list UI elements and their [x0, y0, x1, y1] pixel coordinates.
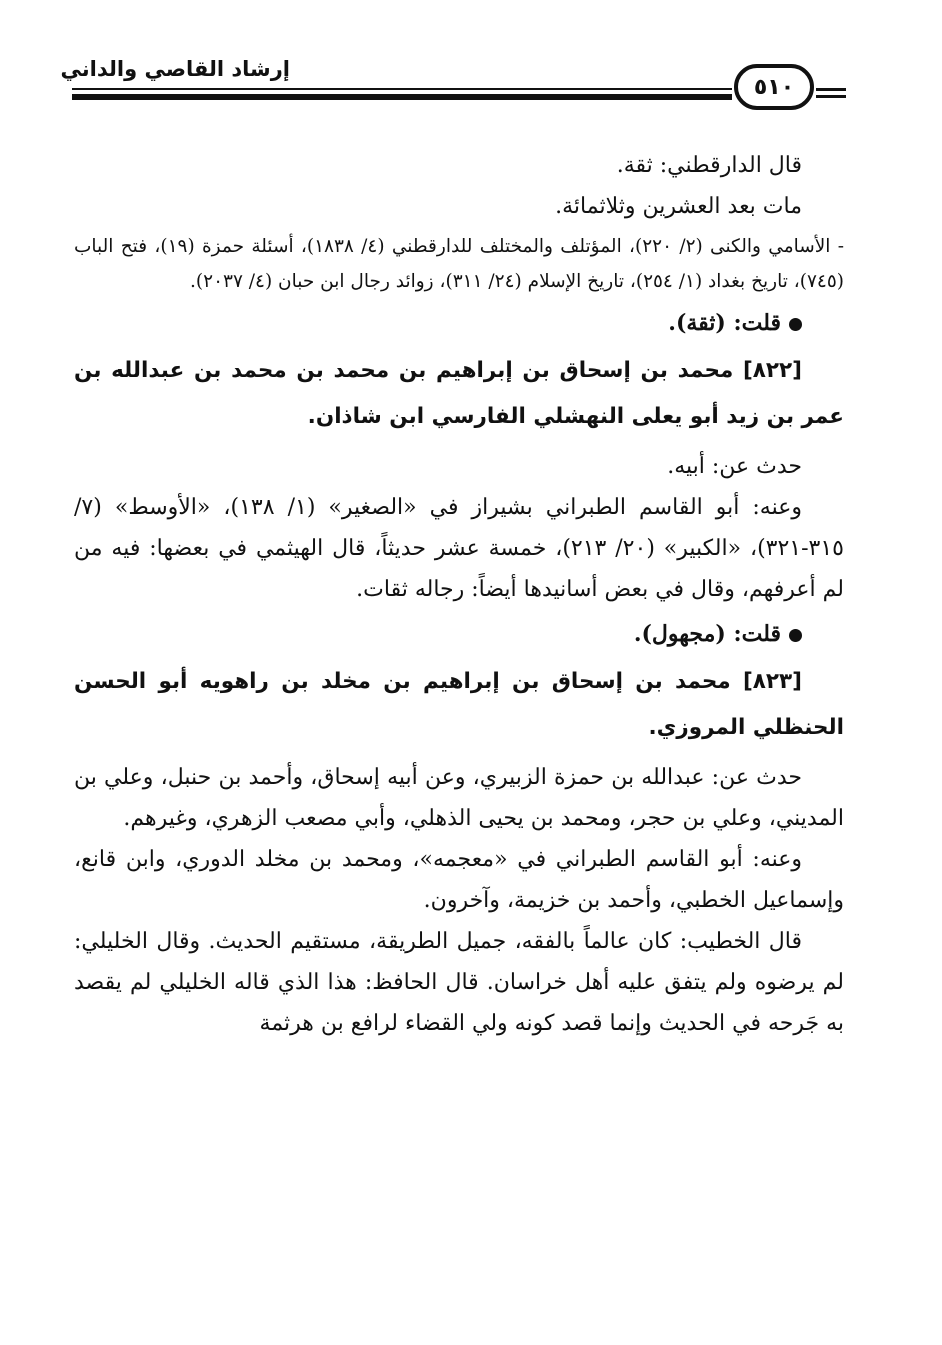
paragraph-death: مات بعد العشرين وثلاثمائة.	[555, 194, 802, 219]
paragraph-narrators-823: وعنه: أبو القاسم الطبراني في «معجمه»، ومحمد بن مخلد الدوري، وابن قانع، وإسماعيل الخطبي، وأحمد بن خزيمة، وآخرون.	[74, 847, 844, 913]
paragraph-narrators-822: وعنه: أبو القاسم الطبراني بشيراز في «الصغير» (١/ ١٣٨)، «الأوسط» (٧/ ٣١٥-٣٢١)، «الكبير» (٢٠/ ٢١٣)، خمسة عشر حديثاً، قال الهيثمي في بعضها: فيه من لم أعرفهم، وقال في بعض أسانيدها أيضاً: رجاله ثقات.	[74, 495, 844, 602]
verdict-text-1: قلت: (ثقة).	[668, 310, 781, 336]
running-header-title: إرشاد القاصي والداني	[60, 57, 290, 81]
paragraph-narrated-from-823: حدث عن: عبدالله بن حمزة الزبيري، وعن أبيه إسحاق، وأحمد بن حنبل، وعلي بن المديني، وعلي بن حجر، ومحمد بن يحيى الذهلي، وأبي مصعب الزهري، وغيرهم.	[74, 765, 844, 831]
paragraph-khatib-khalili: قال الخطيب: كان عالماً بالفقه، جميل الطريقة، مستقيم الحديث. وقال الخليلي: لم يرضوه ولم يتفق عليه أهل خراسان. قال الحافظ: هذا الذي قاله الخليلي لم يقصد به جَرحه في الحديث وإنما قصد كونه ولي القضاء لرافع بن هرثمة	[74, 929, 844, 1036]
header-rule-right-upper	[816, 88, 846, 91]
bullet-icon	[789, 318, 802, 331]
header-rule-thick	[72, 94, 732, 100]
page-number-badge	[734, 64, 814, 110]
header-rule-right-lower	[816, 95, 846, 98]
paragraph-narrated-from-822: حدث عن: أبيه.	[667, 454, 802, 479]
verdict-text-2: قلت: (مجهول).	[633, 621, 781, 647]
paragraph-daraqutni: قال الدارقطني: ثقة.	[616, 153, 802, 178]
entry-heading-822: [٨٢٢] محمد بن إسحاق بن إبراهيم بن محمد بن محمد بن عبدالله بن عمر بن زيد أبو يعلى النهشلي الفارسي ابن شاذان.	[74, 358, 844, 429]
page-number: ٥١٠	[753, 74, 795, 100]
header-rule-thin	[72, 88, 732, 90]
verdict-line-2	[74, 614, 844, 655]
page-body	[74, 145, 844, 1044]
entry-heading-823: [٨٢٣] محمد بن إسحاق بن إبراهيم بن مخلد بن راهويه أبو الحسن الحنظلي المروزي.	[74, 669, 844, 740]
footnote-references: - الأسامي والكنى (٢/ ٢٢٠)، المؤتلف والمختلف للدارقطني (٤/ ١٨٣٨)، أسئلة حمزة (١٩)، فتح الباب (٧٤٥)، تاريخ بغداد (١/ ٢٥٤)، تاريخ الإسلام (٢٤/ ٣١١)، زوائد رجال ابن حبان (٤/ ٢٠٣٧).	[74, 236, 844, 292]
bullet-icon	[789, 629, 802, 642]
verdict-line-1	[74, 303, 844, 344]
